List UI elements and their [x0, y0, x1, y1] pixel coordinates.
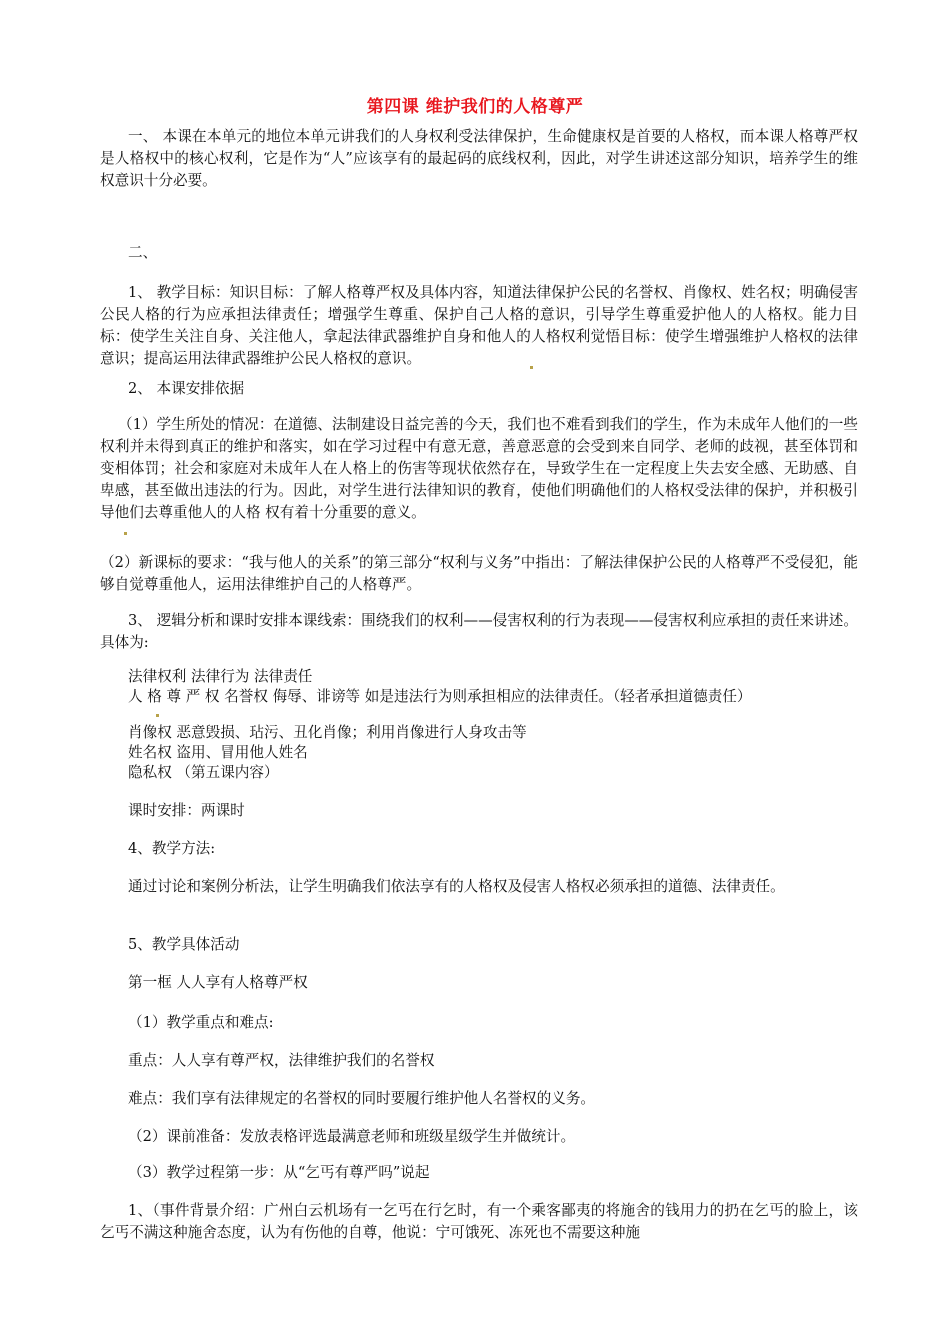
heading-arrangement-basis: 2、 本课安排依据: [128, 380, 245, 397]
preparation-line: （2）课前准备：发放表格评选最满意老师和班级星级学生并做统计。: [128, 1128, 576, 1145]
heading-teaching-method: 4、教学方法:: [128, 840, 216, 857]
table-row-personality-right: 人 格 尊 严 权 名誉权 侮辱、诽谤等 如是违法行为则承担相应的法律责任。（轻者承担道德责任）: [128, 688, 752, 705]
paragraph-section-1: 一、 本课在本单元的地位本单元讲我们的人身权利受法律保护，生命健康权是首要的人格权，而本课人格尊严权是人格权中的核心权利，它是作为“人”应该享有的最起码的底线权利，因此，对学生讲述这部分知识，培养学生的维权意识十分必要。: [100, 128, 858, 189]
paragraph-curriculum-requirement: （2）新课标的要求：“我与他人的关系”的第三部分“权利与义务”中指出：了解法律保护公民的人格尊严不受侵犯，能够自觉尊重他人，运用法律维护自己的人格尊严。: [100, 554, 858, 593]
heading-first-frame: 第一框 人人享有人格尊严权: [128, 974, 308, 991]
table-row-portrait-right: 肖像权 恶意毁损、玷污、丑化肖像；利用肖像进行人身攻击等: [128, 724, 527, 741]
process-step-one: （3）教学过程第一步：从“乞丐有尊严吗”说起: [128, 1164, 430, 1181]
heading-key-points: （1）教学重点和难点:: [128, 1014, 274, 1031]
paragraph-teaching-method: 通过讨论和案例分析法，让学生明确我们依法享有的人格权及侵害人格权必须承担的道德、法律责任。: [128, 878, 785, 895]
paragraph-logic-analysis: 3、 逻辑分析和课时安排本课线索：围绕我们的权利——侵害权利的行为表现——侵害权利应承担的责任来讲述。具体为:: [100, 612, 858, 651]
key-point-line: 重点：人人享有尊严权，法律维护我们的名誉权: [128, 1052, 435, 1069]
class-hours-line: 课时安排：两课时: [128, 802, 245, 819]
paragraph-teaching-goals: 1、 教学目标：知识目标：了解人格尊严权及具体内容，知道法律保护公民的名誉权、肖像权、姓名权；明确侵害公民人格的行为应承担法律责任；增强学生尊重、保护自己人格的意识，引导学生尊重爱护他人的人格权。能力目标：使学生关注自身、关注他人，拿起法律武器维护自身和他人的人格权利觉悟目标：使学生增强维护人格权的法律意识；提高运用法律武器维护公民人格权的意识。: [100, 284, 858, 367]
table-row-name-right: 姓名权 盗用、冒用他人姓名: [128, 744, 308, 761]
scan-speck: [124, 532, 127, 535]
scan-speck: [156, 714, 159, 717]
page-title: 第四课 维护我们的人格尊严: [366, 97, 584, 117]
paragraph-student-situation: （1）学生所处的情况：在道德、法制建设日益完善的今天，我们也不难看到我们的学生，作为未成年人他们的一些权利并未得到真正的维护和落实，如在学习过程中有意无意，善意恶意的会受到来自同学、老师的歧视，甚至体罚和变相体罚；社会和家庭对未成年人在人格上的伤害等现状依然存在，导致学生在一定程度上失去安全感、无助感、自卑感，甚至做出违法的行为。因此，对学生进行法律知识的教育，使他们明确他们的人格权受法律的保护，并积极引导他们去尊重他人的人格 权有着十分重要的意义。: [100, 416, 858, 521]
section-2-heading: 二、: [128, 244, 158, 261]
difficulty-line: 难点：我们享有法律规定的名誉权的同时要履行维护他人名誉权的义务。: [128, 1090, 596, 1107]
heading-teaching-activities: 5、教学具体活动: [128, 936, 240, 953]
scan-speck: [530, 366, 533, 369]
table-header-line: 法律权利 法律行为 法律责任: [128, 668, 313, 685]
table-row-privacy-right: 隐私权 （第五课内容）: [128, 764, 279, 781]
paragraph-event-background: 1、（事件背景介绍：广州白云机场有一乞丐在行乞时，有一个乘客鄙夷的将施舍的钱用力的扔在乞丐的脸上，该乞丐不满这种施舍态度，认为有伤他的自尊，他说：宁可饿死、冻死也不需要这种施: [100, 1202, 858, 1241]
